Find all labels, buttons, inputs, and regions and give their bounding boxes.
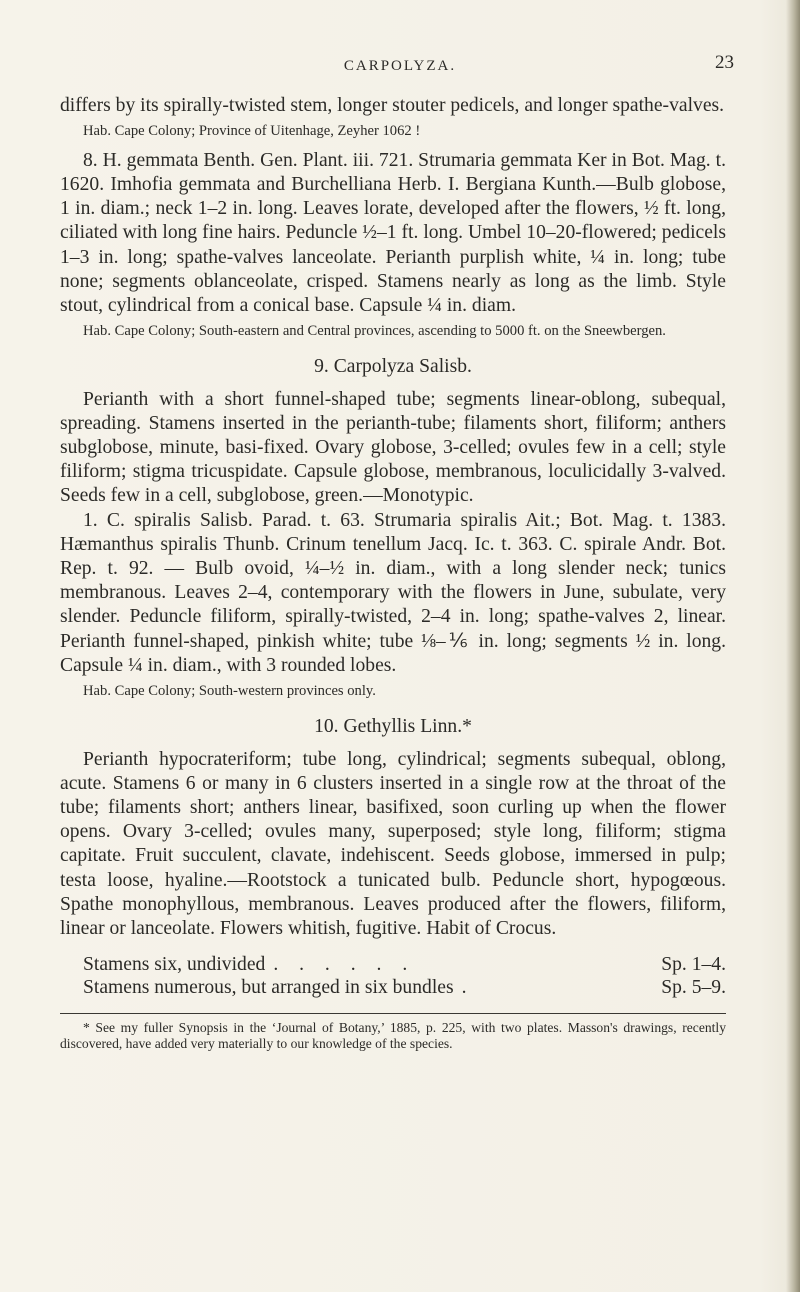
habitat-note: Hab. Cape Colony; South-western provinces only.	[83, 683, 376, 700]
running-head: CARPOLYZA.	[343, 58, 457, 74]
genus-description-gethyllis: Perianth hypocrateriform; tube long, cylindrical; segments subequal, oblong, acute. Stamens 6 or many in 6 clusters inserted in a single row at the throat of the tube; filaments short; anthers linear, basifixed, soon curling up when the flower opens. Ovary 3-celled; ovules many, superposed; style long, filiform; stigma capitate. Fruit succulent, clavate, indehiscent. Seeds globose, immersed in pulp; testa loose, hyaline.—Rootstock a tunicated bulb. Peduncle short, hypogœous. Spathe monophyllous, membranous. Leaves produced after the flowers, filiform, linear or lanceolate. Flowers whitish, fugitive. Habit of Crocus.	[60, 748, 726, 939]
species-entry-spiralis: 1. C. spiralis Salisb. Parad. t. 63. Strumaria spiralis Ait.; Bot. Mag. t. 1383. Hæmanthus spiralis Thunb. Crinum tenellum Jacq. Ic. t. 363. C. spirale Andr. Bot. Rep. t. 92. — Bulb ovoid, ¼–½ in. diam., with a long slender neck; tunics membranous. Leaves 2–4, contemporary with the flowers in June, subulate, very slender. Peduncle filiform, spirally-twisted, 2–4 in. long; spathe-valves 2, linear. Perianth funnel-shaped, pinkish white; tube ⅛–⅙ in. long; segments ½ in. long. Capsule ¼ in. diam., with 3 rounded lobes.	[60, 509, 726, 676]
key-species: Sp. 5–9.	[661, 977, 726, 999]
paragraph-continuation: differs by its spirally-twisted stem, longer stouter pedicels, and longer spathe-valves.	[60, 95, 725, 116]
habitat-note: Hab. Cape Colony; Province of Uitenhage, Zeyher 1062 !	[83, 123, 421, 140]
footnote: * See my fuller Synopsis in the ‘Journal of Botany,’ 1885, p. 225, with two plates. Masson's drawings, recently discovered, have added very materially to our knowledge of the species.	[60, 1020, 726, 1052]
key-leader: . . . . . .	[273, 954, 416, 976]
habitat-note: Hab. Cape Colony; South-eastern and Central provinces, ascending to 5000 ft. on the Sneewbergen.	[83, 323, 666, 340]
genus-description-carpolyza: Perianth with a short funnel-shaped tube; segments linear-oblong, subequal, spreading. Stamens inserted in the perianth-tube; filaments short, filiform; anthers subglobose, minute, basi-fixed. Ovary globose, 3-celled; ovules few in a cell; style filiform; stigma tricuspidate. Capsule globose, membranous, loculicidally 3-valved. Seeds few in a cell, subglobose, green.—Monotypic.	[60, 388, 726, 507]
key-label: Stamens numerous, but arranged in six bundles	[83, 977, 454, 999]
page-header	[0, 52, 800, 82]
genus-heading-carpolyza: 9. Carpolyza Salisb.	[314, 355, 472, 377]
key-row	[83, 953, 726, 976]
key-leader: .	[461, 977, 475, 999]
page-number: 23	[715, 52, 734, 73]
key-row	[83, 976, 726, 999]
footnote-rule	[60, 1013, 726, 1014]
page-edge	[786, 0, 800, 1292]
key-label: Stamens six, undivided	[83, 954, 266, 976]
key-species: Sp. 1–4.	[661, 954, 726, 976]
page-body	[60, 94, 726, 1053]
species-entry-gemmata: 8. H. gemmata Benth. Gen. Plant. iii. 721. Strumaria gemmata Ker in Bot. Mag. t. 1620. Imhofia gemmata and Burchelliana Herb. I. Bergiana Kunth.—Bulb globose, 1 in. diam.; neck 1–2 in. long. Leaves lorate, developed after the flowers, ½ ft. long, ciliated with long fine hairs. Peduncle ½–1 ft. long. Umbel 10–20-flowered; pedicels 1–3 in. long; spathe-valves lanceolate. Perianth purplish white, ¼ in. long; tube none; segments oblanceolate, crisped. Stamens nearly as long as the limb. Style stout, cylindrical from a conical base. Capsule ¼ in. diam.	[60, 149, 726, 316]
genus-heading-gethyllis: 10. Gethyllis Linn.*	[314, 715, 472, 737]
